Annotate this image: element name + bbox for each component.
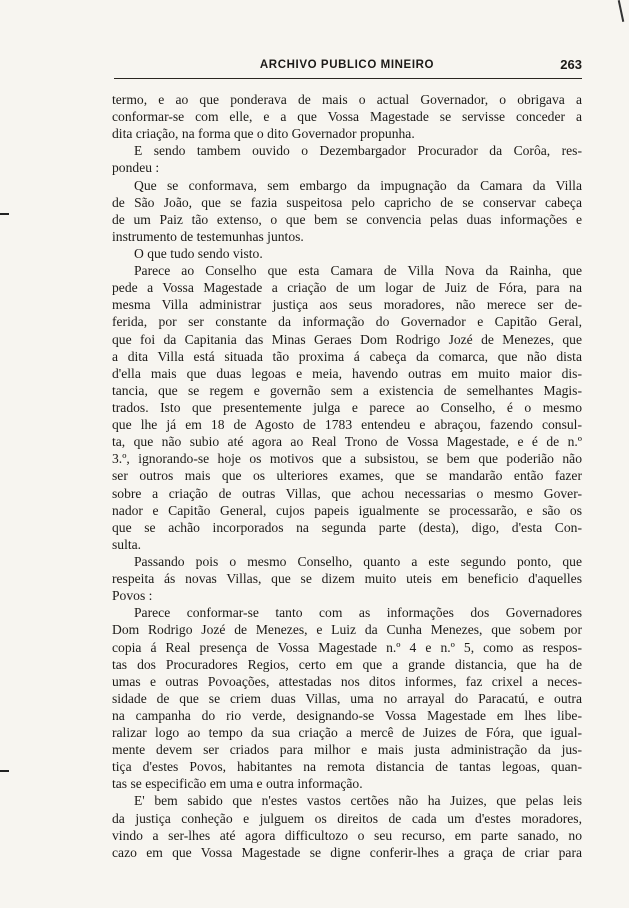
text-line: ta, que não subio até agora ao Real Trono de Vossa Magestade, e é de n.º: [112, 434, 582, 450]
text-line: tas se especificão em uma e outra informação.: [112, 776, 363, 792]
text-line: Dom Rodrigo Jozé de Menezes, e Luiz da Cunha Menezes, que sobem por: [112, 622, 582, 638]
text-line: termo, e ao que ponderava de mais o actual Governador, o obrigava a: [112, 92, 582, 107]
text-line: respeita ás novas Villas, que se dizem muito uteis em beneficio d'aquelles: [112, 571, 582, 587]
text-line: Parece conformar-se tanto com as informações dos Governadores: [134, 605, 582, 621]
text-line: que lhe já em 18 de Agosto de 1783 entendeu e abraçou, fazendo consul-: [112, 417, 582, 433]
text-line: copia á Real presença de Vossa Magestade n.º 4 e n.º 5, como as respos-: [112, 639, 582, 655]
text-line: Passando pois o mesmo Conselho, quanto a este segundo ponto, que: [134, 553, 582, 569]
text-line: E sendo tambem ouvido o Dezembargador Procurador da Corôa, res-: [134, 143, 582, 159]
text-line: umas e outras Povoações, attestadas nos ditos informes, faz crixel a neces-: [112, 673, 582, 689]
text-line: sulta.: [112, 536, 142, 552]
text-line: da justiça conheção e julguem os direitos de cada um d'estes moradores,: [112, 810, 582, 826]
text-line: tancia, que se regem e governão sem a existencia de semelhantes Magis-: [112, 382, 582, 398]
text-line: pede a Vossa Magestade a criação de um logar de Juiz de Fóra, para na: [112, 280, 582, 296]
margin-mark: [0, 770, 9, 772]
text-line: 3.º, ignorando-se hoje os motivos que a subsistou, se bem que poderião não: [112, 451, 582, 467]
text-line: sidade de que se criem duas Villas, uma no arrayal do Paracatú, e outra: [112, 690, 582, 706]
text-line: d'ella mais que duas legoas e meia, havendo outras em muito maior dis-: [112, 365, 582, 381]
text-line: que se achão incorporados na segunda parte (desta), digo, d'esta Con-: [112, 519, 582, 535]
text-line: a dita Villa está situada tão proxima á cabeça da comarca, que não dista: [112, 348, 582, 364]
body-text: [112, 91, 582, 861]
text-line: dita criação, na forma que o dito Governador propunha.: [112, 126, 415, 142]
page-number: 263: [560, 57, 582, 72]
text-line: na campanha do rio verde, designando-se Vossa Magestade em lhes libe-: [112, 707, 582, 723]
header-rule: [114, 78, 582, 79]
text-line: mente devem ser criados para milhor e mais justa administração da jus-: [112, 742, 582, 758]
text-line: ferida, por ser constante da informação do Governador e Capitão Geral,: [112, 314, 582, 330]
text-line: de um Paiz tão extenso, o que bem se convencia pelas duas informações e: [112, 211, 582, 227]
page-edge-mark: [618, 0, 625, 22]
text-line: tas dos Procuradores Regios, certo em que a grande distancia, que ha de: [112, 656, 582, 672]
margin-mark: [0, 213, 9, 215]
text-line: ser outros mais que os ulteriores exames, que se mandarão então fazer: [112, 468, 582, 484]
text-line: Povos :: [112, 588, 153, 604]
text-line: instrumento de testemunhas juntos.: [112, 228, 304, 244]
text-line: pondeu :: [112, 160, 160, 176]
text-line: mesma Villa administrar justiça aos seus moradores, não merece ser de-: [112, 297, 582, 313]
text-line: de São João, que se fazia suspeitosa pelo capricho de se conservar cabeça: [112, 194, 582, 210]
text-line: trados. Isto que presentemente julga e parece ao Conselho, é o mesmo: [112, 399, 582, 415]
text-line: E' bem sabido que n'estes vastos certões não ha Juizes, que pelas leis: [134, 793, 582, 809]
text-line: Que se conformava, sem embargo da impugnação da Camara da Villa: [134, 177, 582, 193]
running-title: ARCHIVO PUBLICO MINEIRO: [259, 59, 435, 71]
text-line: O que tudo sendo visto.: [134, 245, 263, 261]
text-line: nador e Capitão General, cujos papeis igualmente se processarão, e são os: [112, 502, 582, 518]
text-line: que foi da Capitania das Minas Geraes Dom Rodrigo Jozé de Menezes, que: [112, 331, 582, 347]
running-header: [112, 59, 582, 77]
text-line: conformar-se com elle, e a que Vossa Magestade se servisse conceder a: [112, 109, 582, 125]
text-line: ralizar logo ao tempo da sua criação a mercê de Juizes de Fóra, que igual-: [112, 725, 582, 741]
text-line: tiça d'estes Povos, habitantes na remota distancia de tantas legoas, quan-: [112, 759, 582, 775]
text-line: vindo a ser-lhes até agora difficultozo o seu recurso, em parte sanado, no: [112, 827, 582, 843]
text-line: Parece ao Conselho que esta Camara de Villa Nova da Rainha, que: [134, 263, 582, 279]
text-line: sobre a criação de outras Villas, que achou necessarias o mesmo Gover-: [112, 485, 582, 501]
text-line: cazo em que Vossa Magestade se digne conferir-lhes a graça de criar para: [112, 844, 582, 860]
